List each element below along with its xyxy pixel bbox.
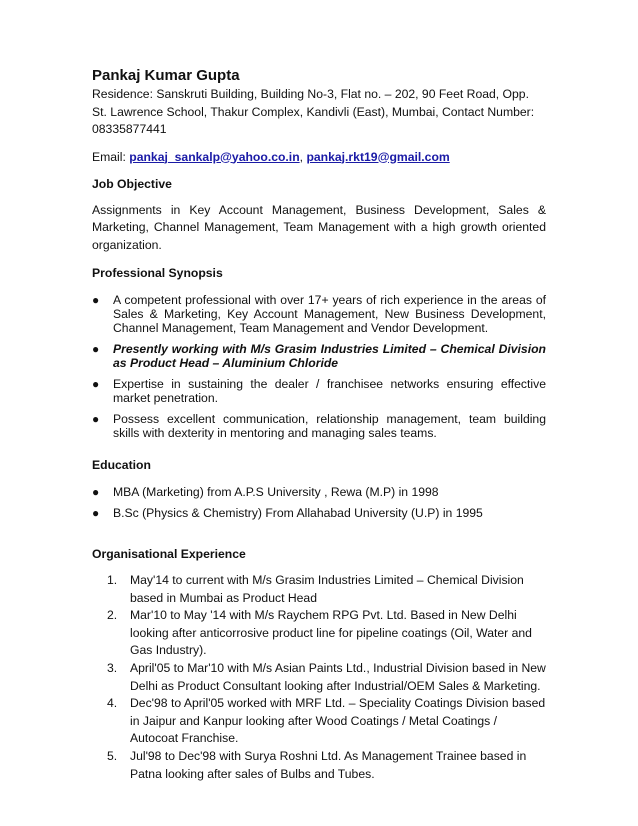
synopsis-item: ● Possess excellent communication, relationship management, team building skills with dexterity in mentoring and managing sales teams.	[92, 412, 546, 440]
email-link-yahoo[interactable]: pankaj_sankalp@yahoo.co.in	[129, 149, 300, 164]
email-row	[92, 149, 546, 166]
experience-item: 4. Dec'98 to April'05 worked with MRF Ltd. – Speciality Coatings Division based in Jaipur and Kanpur looking after Wood Coatings / Metal Coatings / Autocoat Franchise.	[107, 696, 546, 746]
job-objective-heading: Job Objective	[92, 176, 172, 191]
professional-synopsis-heading: Professional Synopsis	[92, 266, 223, 280]
bullet-icon: ●	[92, 342, 100, 356]
education-item: ● B.Sc (Physics & Chemistry) From Allahabad University (U.P) in 1995	[92, 506, 483, 520]
resume-page	[92, 66, 546, 783]
email-link-gmail[interactable]: pankaj.rkt19@gmail.com	[306, 149, 450, 164]
bullet-icon: ●	[92, 485, 100, 499]
organisational-experience-heading: Organisational Experience	[92, 547, 246, 561]
bullet-icon: ●	[92, 412, 100, 426]
education-heading: Education	[92, 458, 151, 472]
experience-item: 3. April'05 to Mar'10 with M/s Asian Paints Ltd., Industrial Division based in New Delhi as Product Consultant looking after Industrial/OEM Sales & Marketing.	[107, 660, 546, 693]
candidate-name: Pankaj Kumar Gupta	[92, 67, 240, 84]
synopsis-item: ● Expertise in sustaining the dealer / franchisee networks ensuring effective market penetration.	[92, 377, 546, 405]
synopsis-item: ● Presently working with M/s Grasim Industries Limited – Chemical Division as Product Head – Aluminium Chloride	[92, 342, 546, 370]
synopsis-list	[92, 293, 546, 440]
bullet-icon: ●	[92, 377, 100, 391]
experience-item: 5. Jul'98 to Dec'98 with Surya Roshni Ltd. As Management Trainee based in Patna looking after sales of Bulbs and Tubes.	[107, 748, 527, 781]
job-objective-text: Assignments in Key Account Management, Business Development, Sales & Marketing, Channel Management, Team Management with a high growth oriented organization.	[92, 202, 546, 252]
bullet-icon: ●	[92, 293, 100, 307]
education-list	[92, 485, 546, 520]
email-separator: ,	[299, 149, 304, 164]
bullet-icon: ●	[92, 506, 100, 520]
experience-item: 2. Mar'10 to May '14 with M/s Raychem RPG Pvt. Ltd. Based in New Delhi looking after anticorrosive product line for pipeline coatings (Oil, Water and Gas Industry).	[107, 608, 532, 658]
email-label: Email:	[92, 149, 126, 164]
synopsis-item: ● A competent professional with over 17+ years of rich experience in the areas of Sales & Marketing, Key Account Management, New Business Development, Channel Management, Team Management and Vendor Development.	[92, 293, 546, 335]
experience-list	[92, 572, 546, 783]
residence-address: Residence: Sanskruti Building, Building No-3, Flat no. – 202, 90 Feet Road, Opp. St. Lawrence School, Thakur Complex, Kandivli (East), Mumbai, Contact Number: 08335877441	[92, 87, 535, 136]
education-item: ● MBA (Marketing) from A.P.S University , Rewa (M.P) in 1998	[92, 485, 439, 499]
experience-item: 1. May'14 to current with M/s Grasim Industries Limited – Chemical Division based in Mumbai as Product Head	[107, 573, 524, 605]
